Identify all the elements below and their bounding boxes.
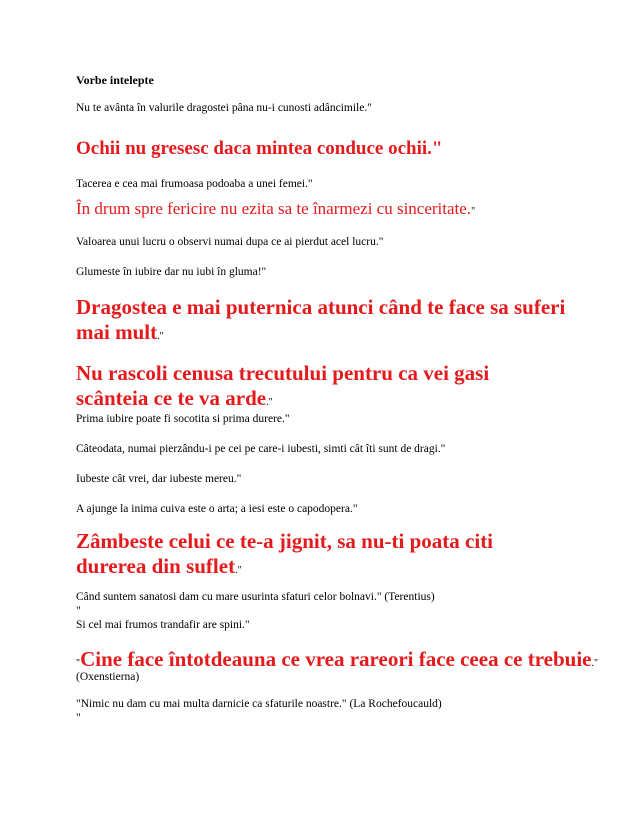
quote-line: Când suntem sanatosi dam cu mare usurinta sfaturi celor bolnavi." (Terentius)	[76, 591, 435, 603]
quote-line: "	[76, 605, 81, 617]
quote-line: Tacerea e cea mai frumoasa podoaba a unei femei."	[76, 178, 313, 190]
highlighted-quote	[76, 295, 566, 349]
quote-red-text: Dragostea e mai puternica atunci când te face sa suferi mai mult	[76, 295, 566, 344]
quote-tail: ."	[235, 565, 242, 576]
quote-lead: "	[76, 658, 81, 669]
highlighted-quote	[76, 361, 566, 415]
quote-tail: "	[471, 206, 476, 217]
highlighted-quote	[76, 199, 475, 219]
quote-line: Prima iubire poate fi socotita si prima durere."	[76, 413, 290, 425]
quote-red-text: În drum spre fericire nu ezita sa te înarmezi cu sinceritate.	[76, 199, 472, 218]
quote-red-text: Zâmbeste celui ce te-a jignit, sa nu-ti poata citi durerea din suflet	[76, 529, 494, 578]
highlighted-quote: Ochii nu gresesc daca mintea conduce ochii."	[76, 138, 443, 159]
highlighted-quote	[76, 529, 566, 583]
quote-line: (Oxenstierna)	[76, 671, 140, 683]
quote-tail: ."	[157, 331, 164, 342]
document-title: Vorbe intelepte	[76, 73, 154, 87]
highlighted-quote	[76, 647, 598, 672]
quote-tail: ."	[266, 397, 273, 408]
quote-line: "Nimic nu dam cu mai multa darnicie ca sfaturile noastre." (La Rochefoucauld)	[76, 698, 442, 710]
quote-line: Câteodata, numai pierzându-i pe cei pe care-i iubesti, simti cât îti sunt de dragi."	[76, 443, 446, 455]
quote-red-text: Nu rascoli cenusa trecutului pentru ca vei gasi scânteia ce te va arde	[76, 361, 490, 410]
quote-line: A ajunge la inima cuiva este o arta; a iesi este o capodopera."	[76, 503, 358, 515]
quote-red-text: Cine face întotdeauna ce vrea rareori face ceea ce trebuie	[80, 647, 592, 671]
quote-line: Valoarea unui lucru o observi numai dupa ce ai pierdut acel lucru."	[76, 236, 384, 248]
quote-tail: ."	[591, 658, 599, 669]
quote-line: Nu te avânta în valurile dragostei pâna nu-i cunosti adâncimile."	[76, 102, 372, 114]
quote-line: Glumeste în iubire dar nu iubi în gluma!"	[76, 266, 267, 278]
quote-line: Iubeste cât vrei, dar iubeste mereu."	[76, 473, 242, 485]
quote-line: "	[76, 712, 81, 724]
quote-line: Si cel mai frumos trandafir are spini."	[76, 619, 250, 631]
